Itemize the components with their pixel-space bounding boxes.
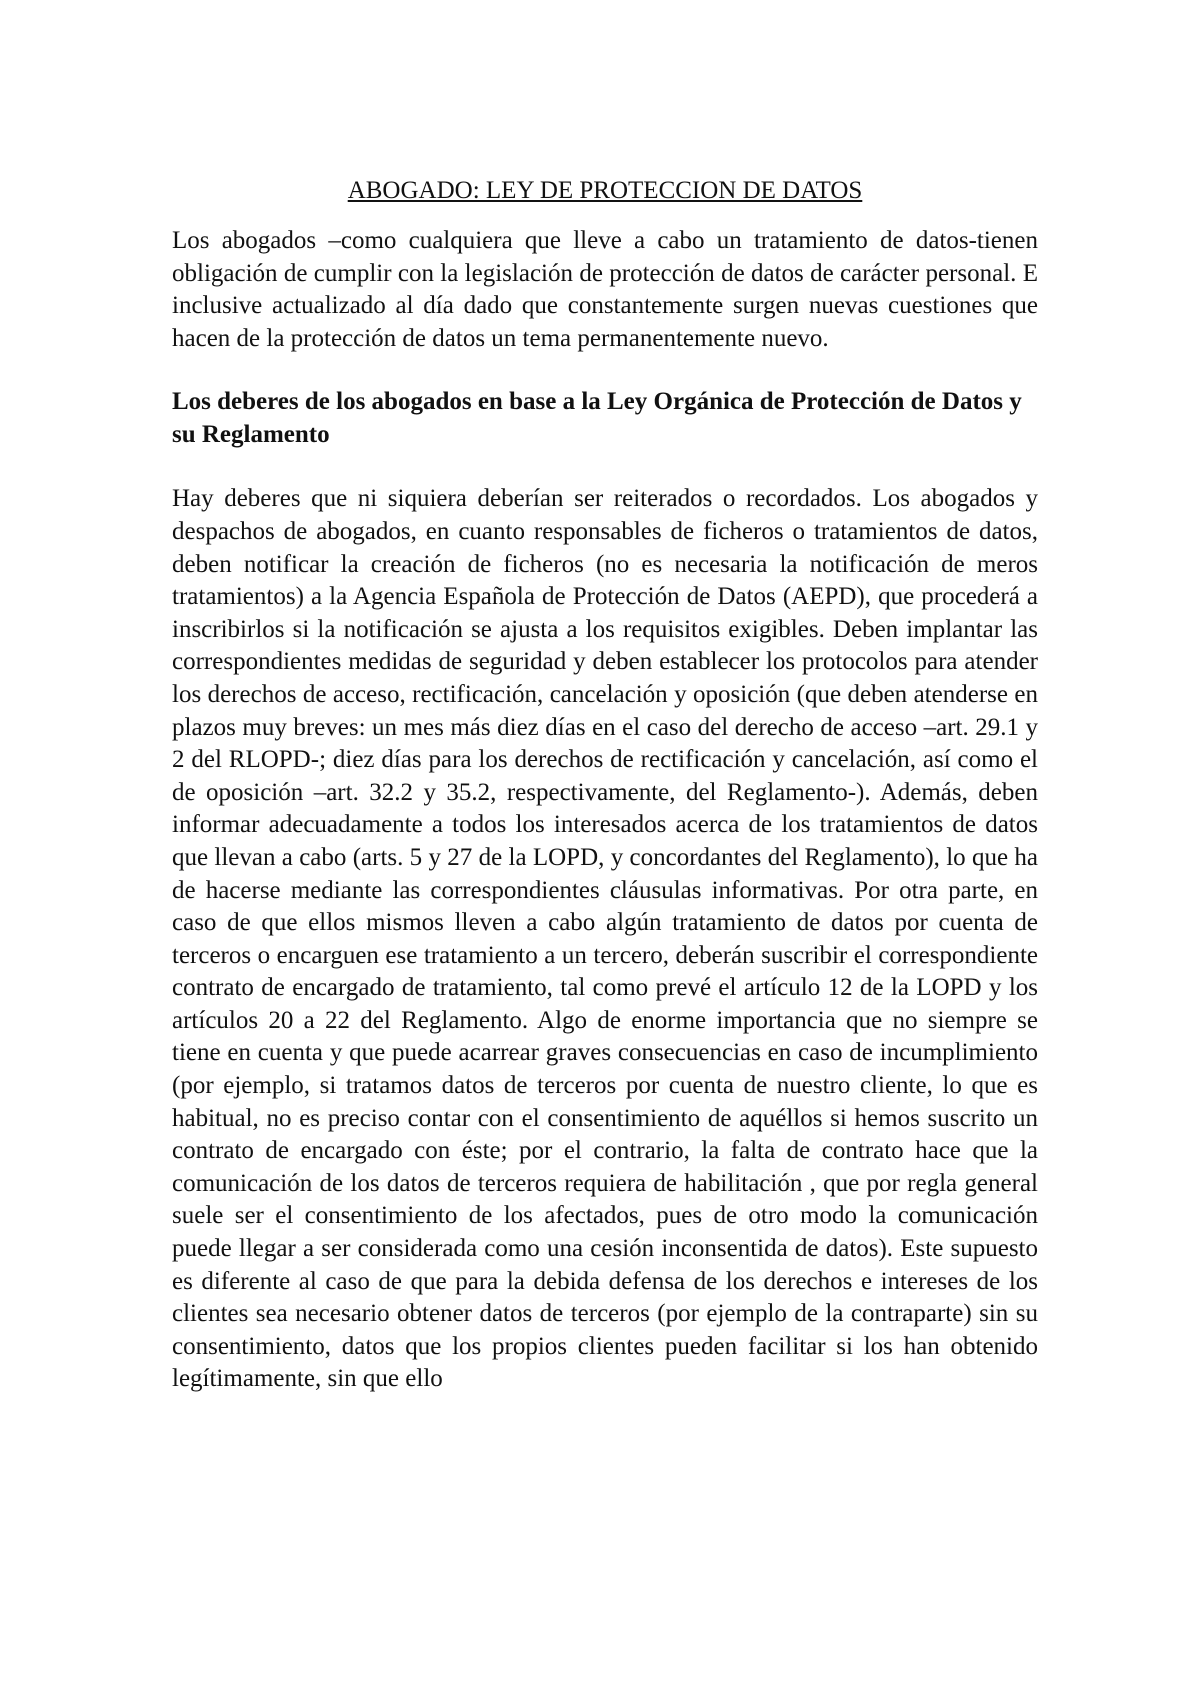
section-heading: Los deberes de los abogados en base a la Ley Orgánica de Protección de Datos y su Reglamento: [172, 388, 1022, 449]
body-paragraph: Hay deberes que ni siquiera deberían ser reiterados o recordados. Los abogados y despachos de abogados, en cuanto responsables de ficheros o tratamientos de datos, deben notificar la creación de ficheros (no es necesaria la notificación de meros tratamientos) a la Agencia Española de Protección de Datos (AEPD), que procederá a inscribirlos si la notificación se ajusta a los requisitos exigibles. Deben implantar las correspondientes medidas de seguridad y deben establecer los protocolos para atender los derechos de acceso, rectificación, cancelación y oposición (que deben atenderse en plazos muy breves: un mes más diez días en el caso del derecho de acceso –art. 29.1 y 2 del RLOPD-; diez días para los derechos de rectificación y cancelación, así como el de oposición –art. 32.2 y 35.2, respectivamente, del Reglamento-). Además, deben informar adecuadamente a todos los interesados acerca de los tratamientos de datos que llevan a cabo (arts. 5 y 27 de la LOPD, y concordantes del Reglamento), lo que ha de hacerse mediante las correspondientes cláusulas informativas. Por otra parte, en caso de que ellos mismos lleven a cabo algún tratamiento de datos por cuenta de terceros o encarguen ese tratamiento a un tercero, deberán suscribir el correspondiente contrato de encargado de tratamiento, tal como prevé el artículo 12 de la LOPD y los artículos 20 a 22 del Reglamento. Algo de enorme importancia que no siempre se tiene en cuenta y que puede acarrear graves consecuencias en caso de incumplimiento (por ejemplo, si tratamos datos de terceros por cuenta de nuestro cliente, lo que es habitual, no es preciso contar con el consentimiento de aquéllos si hemos suscrito un contrato de encargado con éste; por el contrario, la falta de contrato hace que la comunicación de los datos de terceros requiera de habilitación , que por regla general suele ser el consentimiento de los afectados, pues de otro modo la comunicación puede llegar a ser considerada como una cesión inconsentida de datos). Este supuesto es diferente al caso de que para la debida defensa de los derechos e intereses de los clientes sea necesario obtener datos de terceros (por ejemplo de la contraparte) sin su consentimiento, datos que los propios clientes pueden facilitar si los han obtenido legítimamente, sin que ello: [172, 485, 1038, 1393]
intro-paragraph: Los abogados –como cualquiera que lleve a cabo un tratamiento de datos-tienen obligación de cumplir con la legislación de protección de datos de carácter personal. E inclusive actualizado al día dado que constantemente surgen nuevas cuestiones que hacen de la protección de datos un tema permanentemente nuevo.: [172, 227, 1038, 352]
document-content: [172, 174, 1038, 1396]
document-title: ABOGADO: LEY DE PROTECCION DE DATOS: [347, 177, 863, 204]
